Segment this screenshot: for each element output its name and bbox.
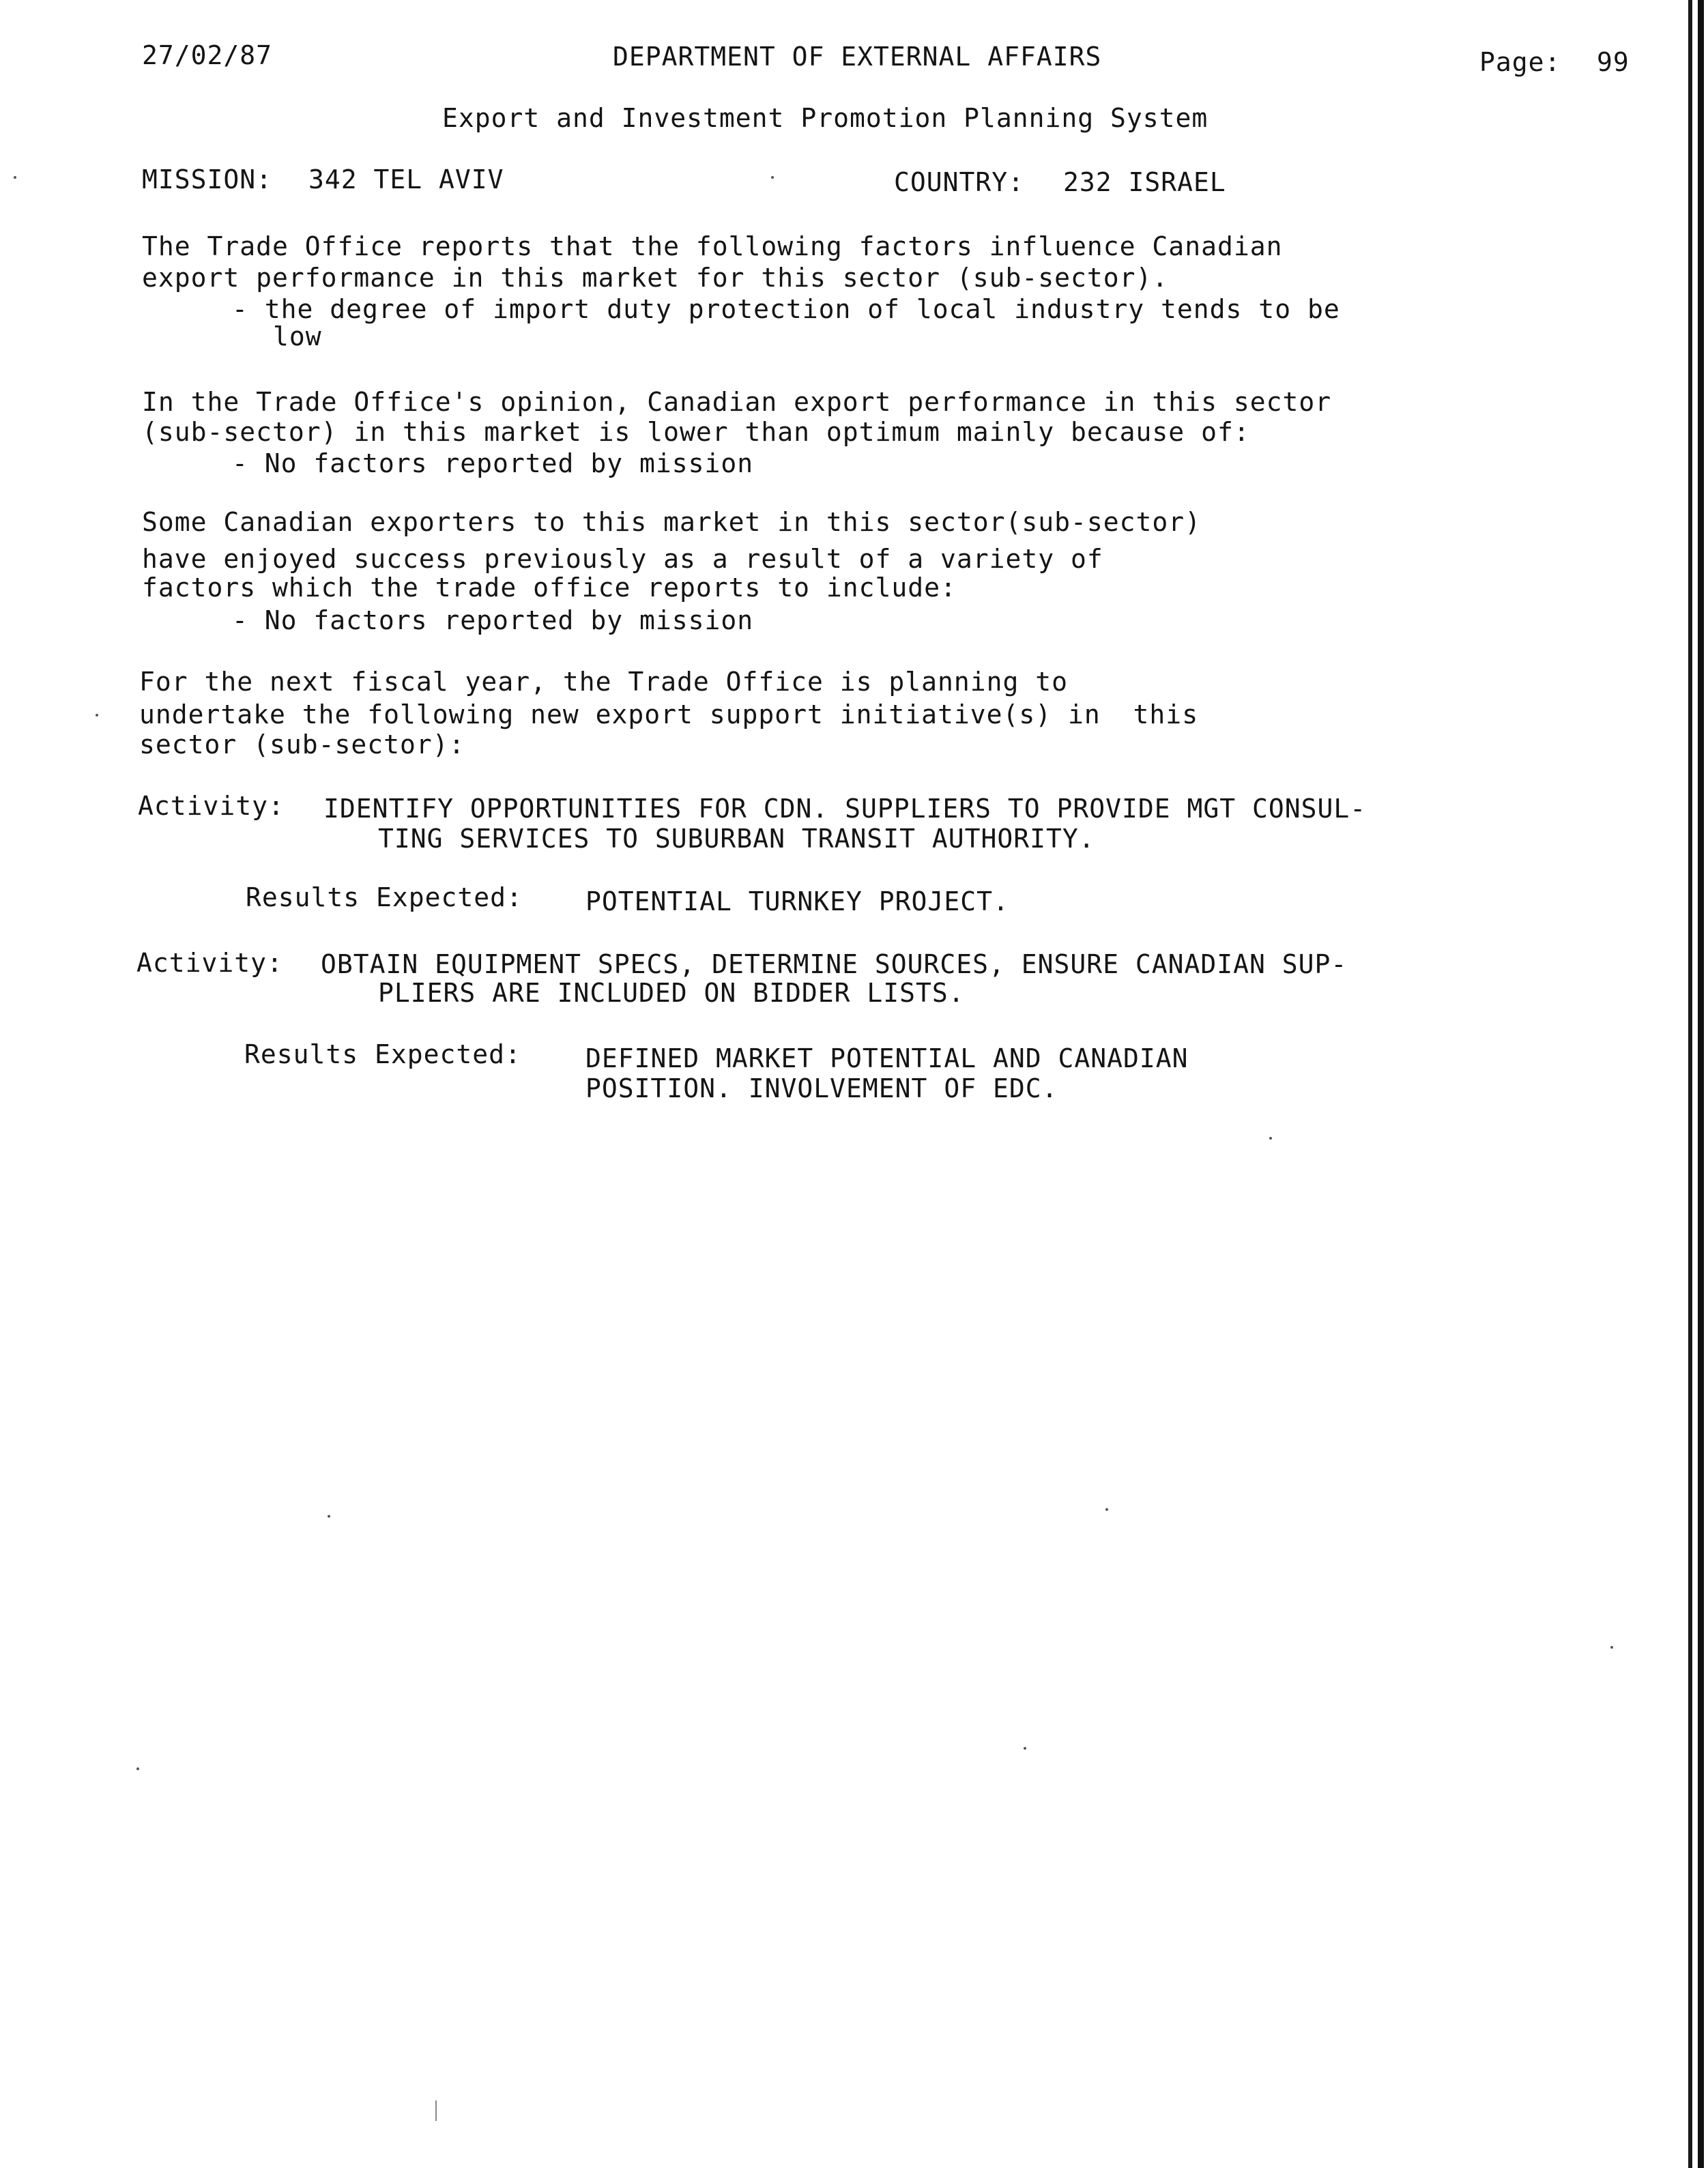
section4-line1: For the next fiscal year, the Trade Office is planning to <box>139 667 1069 697</box>
mission-label: MISSION: <box>142 164 273 194</box>
scan-speck <box>1269 1137 1272 1140</box>
scan-speck <box>328 1515 330 1518</box>
activity1-line2: TING SERVICES TO SUBURBAN TRANSIT AUTHORITY. <box>378 824 1095 854</box>
section2-bullet: - No factors reported by mission <box>232 448 754 478</box>
scan-speck <box>96 714 98 717</box>
scan-mark <box>435 2100 437 2121</box>
section3-line3: factors which the trade office reports to include: <box>142 573 957 603</box>
activity2-line2: PLIERS ARE INCLUDED ON BIDDER LISTS. <box>378 978 965 1008</box>
results2-label: Results Expected: <box>244 1039 521 1069</box>
results2-line2: POSITION. INVOLVEMENT OF EDC. <box>585 1073 1058 1103</box>
section2-line2: (sub-sector) in this market is lower than optimum mainly because of: <box>142 417 1250 447</box>
section3-line2: have enjoyed success previously as a result of a variety of <box>142 544 1103 574</box>
scan-border-line <box>1688 0 1692 2168</box>
section1-line1: The Trade Office reports that the following factors influence Canadian <box>142 231 1283 261</box>
results1-label: Results Expected: <box>246 882 523 912</box>
scan-speck <box>771 176 774 179</box>
section3-bullet: - No factors reported by mission <box>232 605 754 635</box>
activity2-line1: OBTAIN EQUIPMENT SPECS, DETERMINE SOURCES, ENSURE CANADIAN SUP- <box>321 949 1348 979</box>
department-name: DEPARTMENT OF EXTERNAL AFFAIRS <box>613 42 1102 72</box>
scan-speck <box>1024 1747 1026 1750</box>
section1-bullet-line2: low <box>273 321 322 351</box>
section4-line3: sector (sub-sector): <box>139 729 465 760</box>
activity2-label: Activity: <box>136 948 283 978</box>
section1-bullet-line1: - the degree of import duty protection of local industry tends to be <box>232 294 1340 324</box>
section2-line1: In the Trade Office's opinion, Canadian export performance in this sector <box>142 387 1332 417</box>
activity1-label: Activity: <box>138 791 285 821</box>
scan-border-edge <box>1698 0 1704 2168</box>
mission-value: 342 TEL AVIV <box>308 164 504 194</box>
page-number: 99 <box>1597 47 1630 77</box>
page-label: Page: <box>1479 47 1561 77</box>
country-label: COUNTRY: <box>894 167 1025 197</box>
country-value: 232 ISRAEL <box>1063 167 1226 197</box>
scan-speck <box>1610 1646 1613 1649</box>
section1-line2: export performance in this market for this sector (sub-sector). <box>142 263 1169 293</box>
scan-speck <box>1105 1508 1108 1511</box>
scan-speck <box>136 1767 139 1770</box>
scan-speck <box>14 176 16 179</box>
section4-line2: undertake the following new export support initiative(s) in this <box>139 699 1199 729</box>
activity1-line1: IDENTIFY OPPORTUNITIES FOR CDN. SUPPLIERS TO PROVIDE MGT CONSUL- <box>323 794 1367 824</box>
report-date: 27/02/87 <box>142 40 273 70</box>
results2-line1: DEFINED MARKET POTENTIAL AND CANADIAN <box>585 1043 1189 1073</box>
section3-line1: Some Canadian exporters to this market in this sector(sub-sector) <box>142 507 1202 537</box>
results1-line1: POTENTIAL TURNKEY PROJECT. <box>585 886 1009 916</box>
system-title: Export and Investment Promotion Planning System <box>442 103 1208 133</box>
